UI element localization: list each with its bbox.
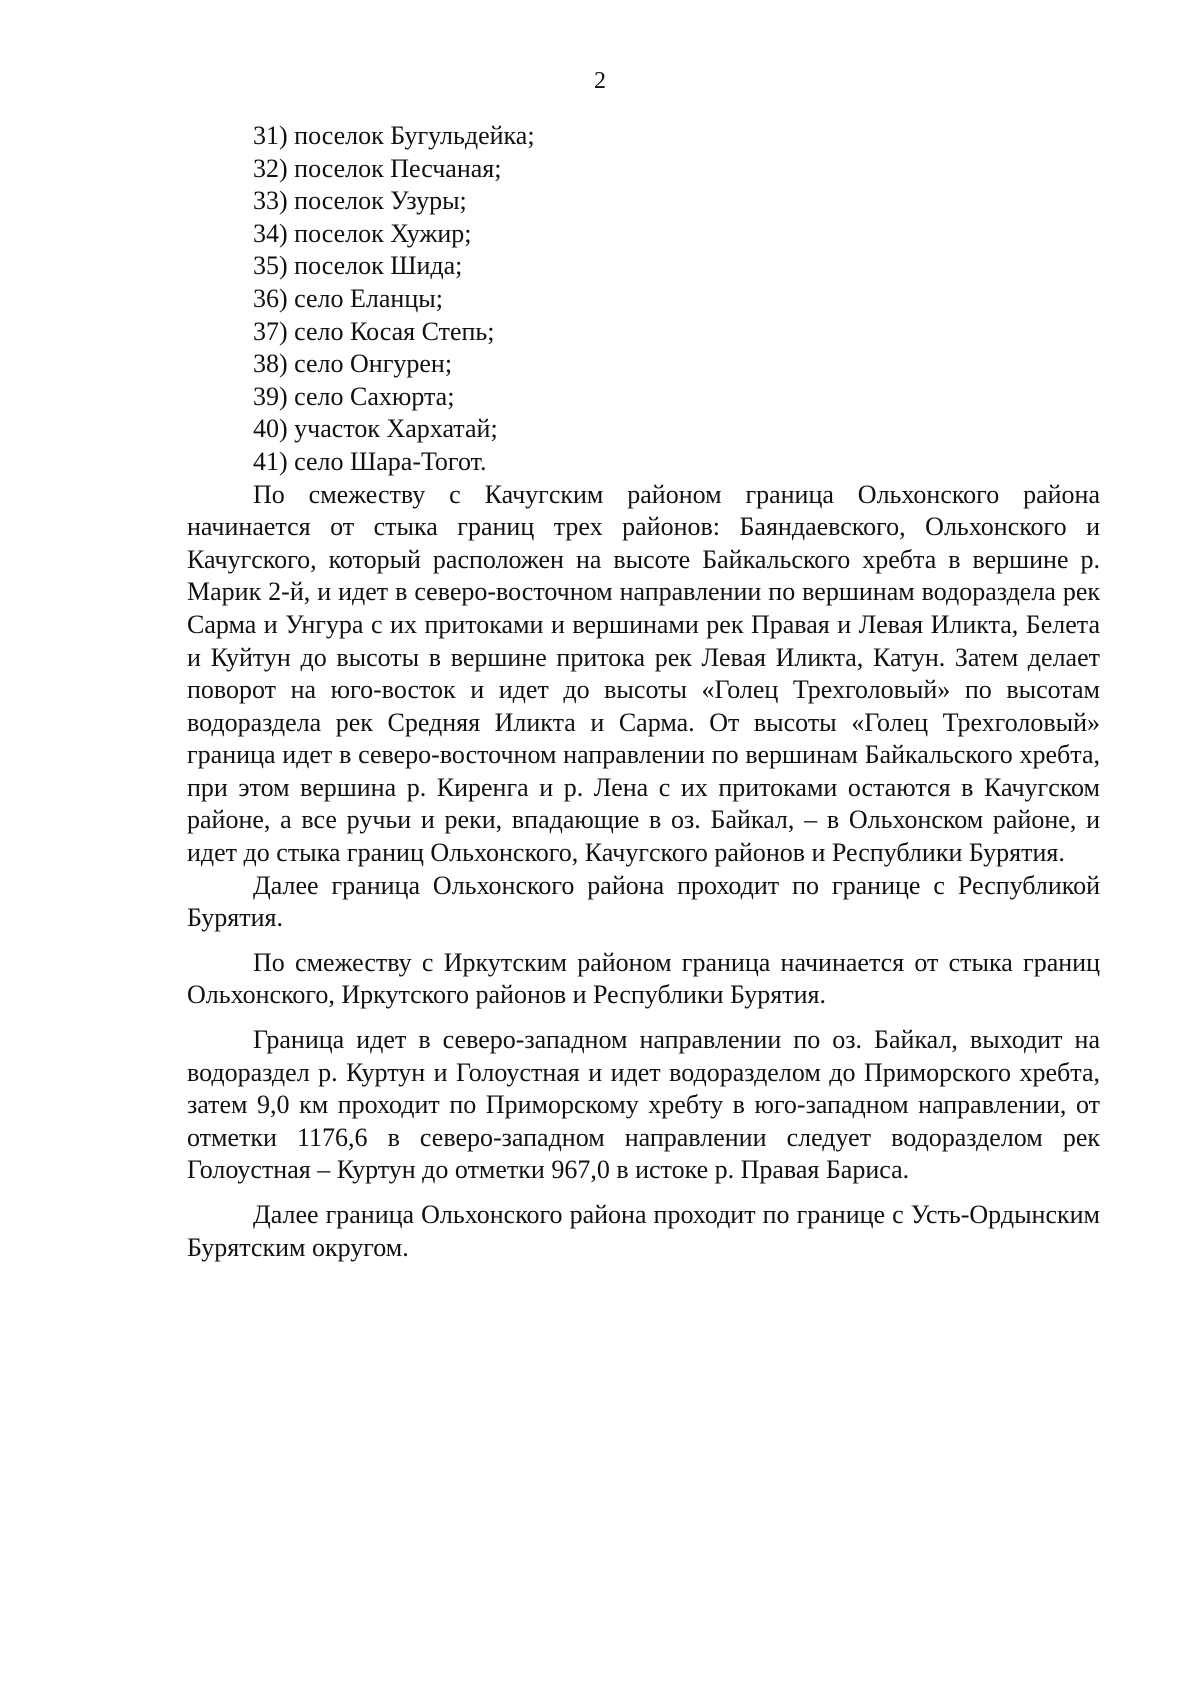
settlement-list bbox=[187, 120, 1100, 479]
list-item: 32) поселок Песчаная; bbox=[253, 153, 502, 183]
list-item: 36) село Еланцы; bbox=[253, 283, 443, 313]
list-item: 34) поселок Хужир; bbox=[253, 218, 472, 248]
paragraph-irkutsk-border: По смежеству с Иркутским районом граница начинается от стыка границ Ольхонского, Иркутского районов и Республики Бурятия. bbox=[187, 947, 1100, 1010]
paragraph-buryatia-border: Далее граница Ольхонского района проходит по границе с Республикой Бурятия. bbox=[187, 870, 1100, 933]
paragraph-ust-orda-border: Далее граница Ольхонского района проходит по границе с Усть-Ордынским Бурятским округом. bbox=[187, 1200, 1100, 1262]
paragraph-kachug-border: По смежеству с Качугским районом граница Ольхонского района начинается от стыка границ трех районов: Баяндаевского, Ольхонского и Качугского, который расположен на высоте Байкальского хребта в вершине р. Марик 2-й, и идет в северо-восточном направлении по вершинам водораздела рек Сарма и Унгура с их притоками и вершинами рек Правая и Левая Иликта, Белета и Куйтун до высоты в вершине притока рек Левая Иликта, Катун. Затем делает поворот на юго-восток и идет до высоты «Голец Трехголовый» по высотам водораздела рек Средняя Иликта и Сарма. От высоты «Голец Трехголовый» граница идет в северо-восточном направлении по вершинам Байкальского хребта, при этом вершина р. Киренга и р. Лена с их притоками остаются в Качугском районе, а все ручьи и реки, впадающие в оз. Байкал, – в Ольхонском районе, и идет до стыка границ Ольхонского, Качугского районов и Республики Бурятия. bbox=[187, 479, 1100, 868]
document-body bbox=[187, 120, 1100, 1264]
page-number: 2 bbox=[594, 68, 606, 94]
list-item: 33) поселок Узуры; bbox=[253, 186, 467, 216]
list-item: 41) село Шара-Тогот. bbox=[253, 446, 487, 476]
list-item: 31) поселок Бугульдейка; bbox=[253, 121, 535, 150]
list-item: 35) поселок Шида; bbox=[253, 251, 463, 281]
list-item: 37) село Косая Степь; bbox=[253, 316, 495, 346]
list-item: 39) село Сахюрта; bbox=[253, 381, 455, 411]
list-item: 38) село Онгурен; bbox=[253, 349, 453, 379]
list-item: 40) участок Хархатай; bbox=[253, 414, 498, 444]
paragraph-northwest-border: Граница идет в северо-западном направлении по оз. Байкал, выходит на водораздел р. Куртун и Голоустная и идет водоразделом до Приморского хребта, затем 9,0 км проходит по Приморскому хребту в юго-западном направлении, от отметки 1176,6 в северо-западном направлении следует водоразделом рек Голоустная – Куртун до отметки 967,0 в истоке р. Правая Бариса. bbox=[187, 1025, 1100, 1185]
